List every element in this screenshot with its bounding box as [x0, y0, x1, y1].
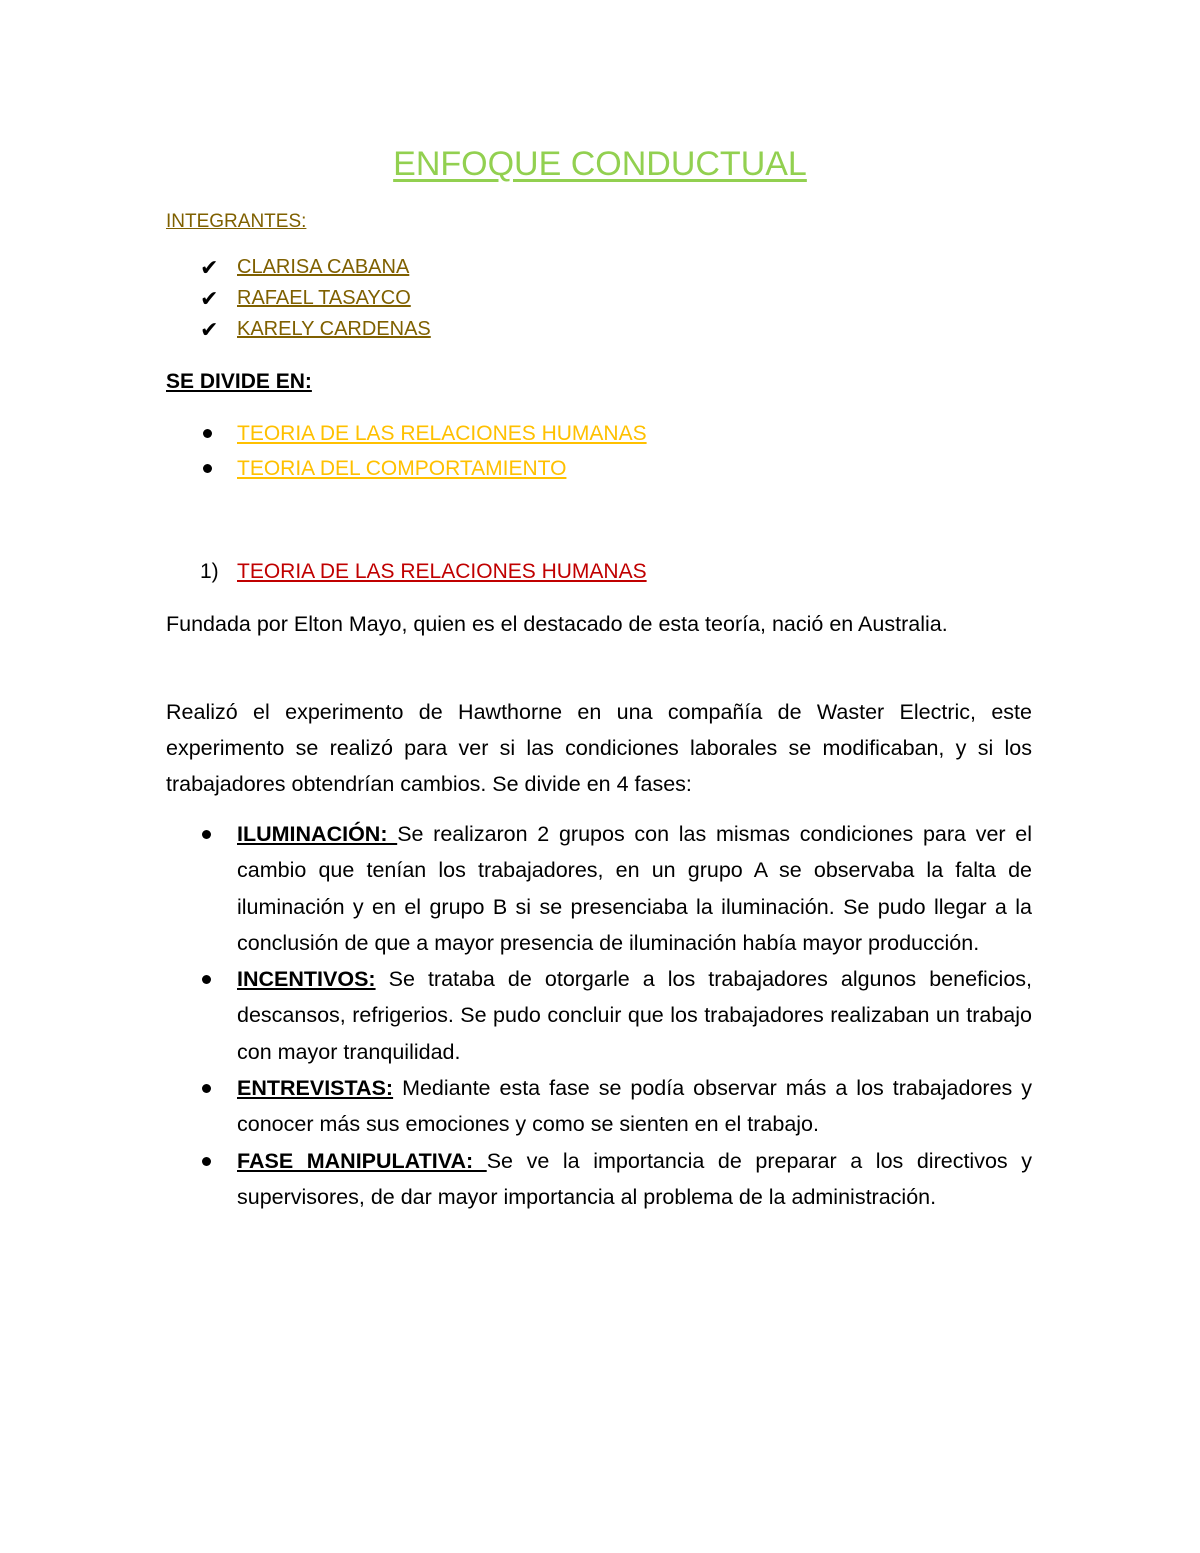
bullet-icon — [202, 1157, 211, 1166]
phase-label: ENTREVISTAS: — [237, 1076, 394, 1101]
phase-label: FASE MANIPULATIVA: — [237, 1148, 487, 1173]
phase-item — [166, 1070, 1032, 1143]
integrante-name: KARELY CARDENAS — [237, 318, 431, 340]
phase-item — [166, 961, 1032, 1070]
section-title: TEORIA DE LAS RELACIONES HUMANAS — [237, 560, 647, 583]
checkmark-icon: ✔ — [200, 286, 219, 311]
bullet-icon — [203, 464, 212, 473]
paragraph-fundada: Fundada por Elton Mayo, quien es el destacado de esta teoría, nació en Australia. — [166, 612, 948, 636]
document-title: ENFOQUE CONDUCTUAL — [393, 145, 807, 183]
division-name: TEORIA DE LAS RELACIONES HUMANAS — [237, 422, 647, 445]
phase-text: Se ve la importancia de preparar a los directivos y supervisores, de dar mayor importancia al problema de la administración. — [237, 1148, 1032, 1209]
bullet-icon — [203, 429, 212, 438]
phase-item — [166, 816, 1032, 961]
integrantes-label: INTEGRANTES: — [166, 211, 307, 232]
bullet-icon — [202, 1084, 211, 1093]
phase-text: Se realizaron 2 grupos con las mismas condiciones para ver el cambio que tenían los trabajadores, en un grupo A se observaba la falta de iluminación y en el grupo B si se presenciaba la iluminación. Se pudo llegar a la conclusión de que a mayor presencia de iluminación había mayor producción. — [237, 822, 1032, 955]
section-number: 1) — [200, 560, 219, 583]
phase-text: Se trataba de otorgarle a los trabajadores algunos beneficios, descansos, refrigerios. Se pudo concluir que los trabajadores realizaban un trabajo con mayor tranquilidad. — [237, 967, 1032, 1064]
bullet-icon — [202, 830, 211, 839]
division-name: TEORIA DEL COMPORTAMIENTO — [237, 457, 567, 480]
phase-item — [166, 1143, 1032, 1216]
bullet-icon — [202, 975, 211, 984]
phases-list — [166, 816, 1032, 1215]
phase-label: INCENTIVOS: — [237, 967, 376, 992]
integrante-name: CLARISA CABANA — [237, 256, 410, 278]
section-heading — [200, 555, 647, 589]
phase-label: ILUMINACIÓN: — [237, 822, 398, 846]
se-divide-label: SE DIVIDE EN: — [166, 370, 312, 393]
checkmark-icon: ✔ — [200, 317, 219, 342]
phase-text: Mediante esta fase se podía observar más a los trabajadores y conocer más sus emociones y como se sienten en el trabajo. — [237, 1076, 1032, 1137]
paragraph-experimento: Realizó el experimento de Hawthorne en una compañía de Waster Electric, este experimento se realizó para ver si las condiciones laborales se modificaban, y si los trabajadores obtendrían cambios. Se divide en 4 fases: — [166, 700, 1032, 796]
integrante-name: RAFAEL TASAYCO — [237, 287, 411, 309]
checkmark-icon: ✔ — [200, 255, 219, 280]
